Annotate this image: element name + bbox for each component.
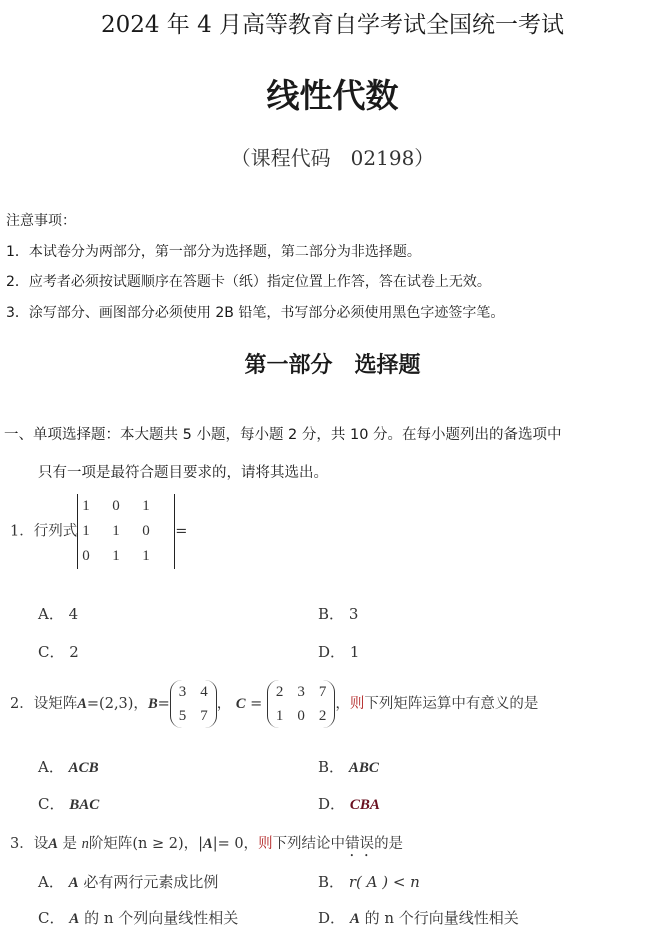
cell: 0 xyxy=(112,498,120,514)
text: 阶矩阵(n ≥ 2)，| xyxy=(88,836,204,852)
text: 3 xyxy=(348,605,359,623)
text: 2 xyxy=(69,643,79,661)
text: A． xyxy=(38,873,64,891)
text: A xyxy=(349,911,360,927)
part-title: 第一部分 选择题 xyxy=(244,353,421,378)
question-2 xyxy=(10,680,538,728)
option-c[interactable] xyxy=(38,641,79,662)
exam-title: 2024 年 4 月高等教育自学考试全国统一考试 xyxy=(100,12,565,38)
question-3 xyxy=(10,832,403,860)
course-code: （课程代码 02198） xyxy=(230,146,435,170)
q-number: 1． xyxy=(10,523,34,540)
text: 4 xyxy=(200,684,208,700)
q-text: 行列式 xyxy=(33,523,78,540)
equals: = xyxy=(175,523,188,540)
text: 下列矩阵运算中有意义的是 xyxy=(364,696,539,712)
text: B xyxy=(147,696,158,712)
text: 5 xyxy=(178,708,187,724)
text: C． xyxy=(38,909,65,927)
notes-heading: 注意事项： xyxy=(6,213,76,229)
text: 3 xyxy=(297,684,305,700)
text: CBA xyxy=(349,797,380,813)
cell: 1 xyxy=(142,548,150,564)
text: BAC xyxy=(69,797,100,813)
text: 是 xyxy=(62,836,78,852)
text: ACB xyxy=(68,760,99,776)
matrix-b xyxy=(170,680,217,728)
text: A． xyxy=(38,758,64,776)
text: 设矩阵 xyxy=(33,696,78,712)
text: 必有两行元素成比例 xyxy=(83,873,219,891)
text: C xyxy=(235,696,246,712)
option-d[interactable] xyxy=(318,793,380,814)
text: 错误 xyxy=(345,836,375,852)
section-instructions: 一、单项选择题：本大题共 5 小题，每小题 2 分，共 10 分。在每小题列出的备选项中 xyxy=(4,427,562,443)
text: 则 xyxy=(349,696,365,712)
text: B． xyxy=(318,873,345,891)
option-a[interactable] xyxy=(38,756,99,777)
cell: 0 xyxy=(82,548,90,564)
text: 0 xyxy=(297,708,305,724)
text: B． xyxy=(318,605,345,623)
text: 则 xyxy=(258,836,273,852)
note-item: 2．应考者必须按试题顺序在答题卡（纸）指定位置上作答，答在试卷上无效。 xyxy=(6,274,491,290)
text: 4 xyxy=(68,605,79,623)
cell: 1 xyxy=(82,498,90,514)
option-d[interactable] xyxy=(318,907,519,928)
text: A xyxy=(68,875,79,891)
text: A xyxy=(69,911,80,927)
note-item: 1．本试卷分为两部分，第一部分为选择题，第二部分为非选择题。 xyxy=(6,244,421,260)
option-a[interactable] xyxy=(38,603,78,624)
text: n xyxy=(81,836,89,852)
text: 3 xyxy=(178,684,187,700)
text: A． xyxy=(38,605,64,623)
text: A xyxy=(48,836,58,852)
option-c[interactable] xyxy=(38,793,99,814)
text: 7 xyxy=(318,684,327,700)
text: 3． xyxy=(10,836,34,852)
note-item: 3．涂写部分、画图部分必须使用 2B 铅笔，书写部分必须使用黑色字迹签字笔。 xyxy=(6,305,505,321)
option-b[interactable] xyxy=(318,871,420,892)
text: 2． xyxy=(10,696,34,712)
text: 2 xyxy=(318,708,327,724)
cell: 1 xyxy=(112,523,120,539)
text: r( A ) < n xyxy=(348,873,420,891)
determinant xyxy=(77,494,175,569)
cell: 0 xyxy=(142,523,150,539)
text: =(2,3)， xyxy=(86,696,148,712)
text: C． xyxy=(38,795,65,813)
text: 1 xyxy=(275,708,284,724)
subject-title: 线性代数 xyxy=(266,76,399,115)
text: 设 xyxy=(33,836,49,852)
text: D． xyxy=(318,643,346,661)
text: 7 xyxy=(200,708,208,724)
option-b[interactable] xyxy=(318,756,379,777)
cell: 1 xyxy=(112,548,120,564)
text: = xyxy=(245,696,267,712)
text: 下列结论中 xyxy=(272,836,346,852)
text: D． xyxy=(318,909,346,927)
text: 2 xyxy=(275,684,284,700)
text: B． xyxy=(318,758,345,776)
text: C． xyxy=(38,643,65,661)
text: ABC xyxy=(348,760,379,776)
matrix-c xyxy=(267,680,336,728)
text: ， xyxy=(335,696,350,712)
question-1 xyxy=(10,494,187,569)
cell: 1 xyxy=(142,498,150,514)
option-b[interactable] xyxy=(318,603,358,624)
text: 的 n 个列向量线性相关 xyxy=(84,909,239,927)
cell: 1 xyxy=(82,523,90,539)
text: = xyxy=(157,696,170,712)
text: 的 n 个行向量线性相关 xyxy=(364,909,519,927)
text: 的是 xyxy=(374,836,404,852)
text: |= 0， xyxy=(212,836,259,852)
option-a[interactable] xyxy=(38,871,218,892)
text: A xyxy=(203,836,213,852)
text: D． xyxy=(318,795,346,813)
section-instructions-cont: 只有一项是最符合题目要求的，请将其选出。 xyxy=(38,465,328,481)
option-c[interactable] xyxy=(38,907,238,928)
text: A xyxy=(77,696,87,712)
text: ， xyxy=(216,696,232,712)
text: 1 xyxy=(349,643,360,661)
option-d[interactable] xyxy=(318,641,359,662)
